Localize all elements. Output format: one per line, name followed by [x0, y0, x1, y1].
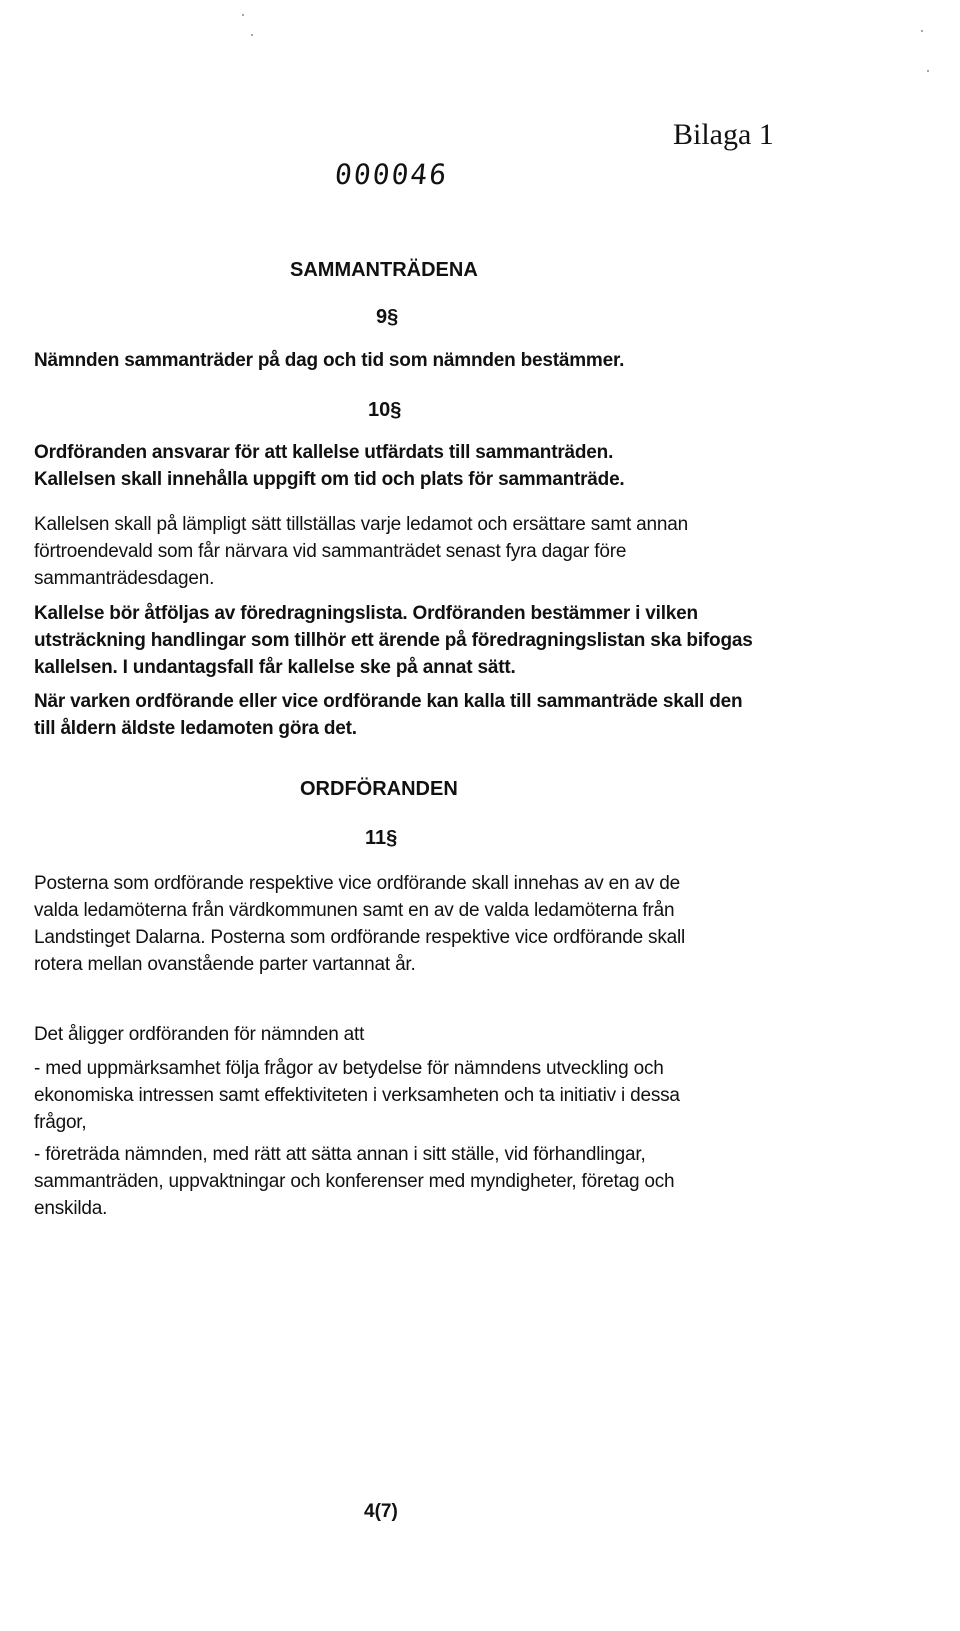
- text-line: - med uppmärksamhet följa frågor av betydelse för nämndens utveckling och: [34, 1058, 664, 1079]
- text-line: sammanträdesdagen.: [34, 568, 215, 589]
- text-line: ekonomiska intressen samt effektiviteten i verksamheten och ta initiativ i dessa: [34, 1085, 680, 1106]
- scan-speck: [921, 30, 923, 32]
- paragraph-10-text-b: [34, 511, 934, 592]
- text-line: förtroendevald som får närvara vid sammanträdet senast fyra dagar före: [34, 541, 627, 562]
- paragraph-label-9: 9§: [376, 306, 399, 328]
- scan-speck: [251, 34, 253, 36]
- duties-intro: [34, 1021, 934, 1048]
- text-line: Det åligger ordföranden för nämnden att: [34, 1024, 365, 1045]
- scan-speck: [242, 14, 244, 16]
- section-title-sammantradena: SAMMANTRÄDENA: [290, 259, 478, 281]
- text-line: Kallelse bör åtföljas av föredragningslista. Ordföranden bestämmer i vilken: [34, 603, 698, 624]
- paragraph-9-text: [34, 347, 934, 374]
- text-line: till åldern äldste ledamoten göra det.: [34, 718, 357, 739]
- scan-speck: [927, 70, 929, 72]
- paragraph-label-10: 10§: [368, 399, 402, 421]
- text-line: Nämnden sammanträder på dag och tid som nämnden bestämmer.: [34, 350, 625, 371]
- text-line: frågor,: [34, 1112, 87, 1133]
- paragraph-10-text-d: [34, 688, 934, 742]
- paragraph-10-text-a: [34, 439, 934, 493]
- duty-item-2: [34, 1141, 934, 1222]
- paragraph-10-text-c: [34, 600, 934, 681]
- duty-item-1: [34, 1055, 934, 1136]
- text-line: - företräda nämnden, med rätt att sätta annan i sitt ställe, vid förhandlingar,: [34, 1144, 646, 1165]
- text-line: Kallelsen skall innehålla uppgift om tid och plats för sammanträde.: [34, 469, 625, 490]
- document-number-stamp: 000046: [333, 158, 450, 191]
- text-line: valda ledamöterna från värdkommunen samt en av de valda ledamöterna från: [34, 900, 675, 921]
- text-line: kallelsen. I undantagsfall får kallelse ske på annat sätt.: [34, 657, 516, 678]
- text-line: Posterna som ordförande respektive vice ordförande skall innehas av en av de: [34, 873, 680, 894]
- text-line: enskilda.: [34, 1198, 108, 1219]
- text-line: Kallelsen skall på lämpligt sätt tillställas varje ledamot och ersättare samt annan: [34, 514, 689, 535]
- section-title-ordforanden: ORDFÖRANDEN: [300, 778, 458, 800]
- text-line: rotera mellan ovanstående parter vartannat år.: [34, 954, 416, 975]
- text-line: sammanträden, uppvaktningar och konferenser med myndigheter, företag och: [34, 1171, 675, 1192]
- annex-label: Bilaga 1: [673, 118, 774, 151]
- page-number: 4(7): [364, 1501, 398, 1522]
- text-line: Ordföranden ansvarar för att kallelse utfärdats till sammanträden.: [34, 442, 614, 463]
- paragraph-11-text: [34, 870, 934, 978]
- paragraph-label-11: 11§: [365, 827, 398, 849]
- text-line: Landstinget Dalarna. Posterna som ordförande respektive vice ordförande skall: [34, 927, 686, 948]
- text-line: När varken ordförande eller vice ordförande kan kalla till sammanträde skall den: [34, 691, 743, 712]
- text-line: utsträckning handlingar som tillhör ett ärende på föredragningslistan ska bifogas: [34, 630, 753, 651]
